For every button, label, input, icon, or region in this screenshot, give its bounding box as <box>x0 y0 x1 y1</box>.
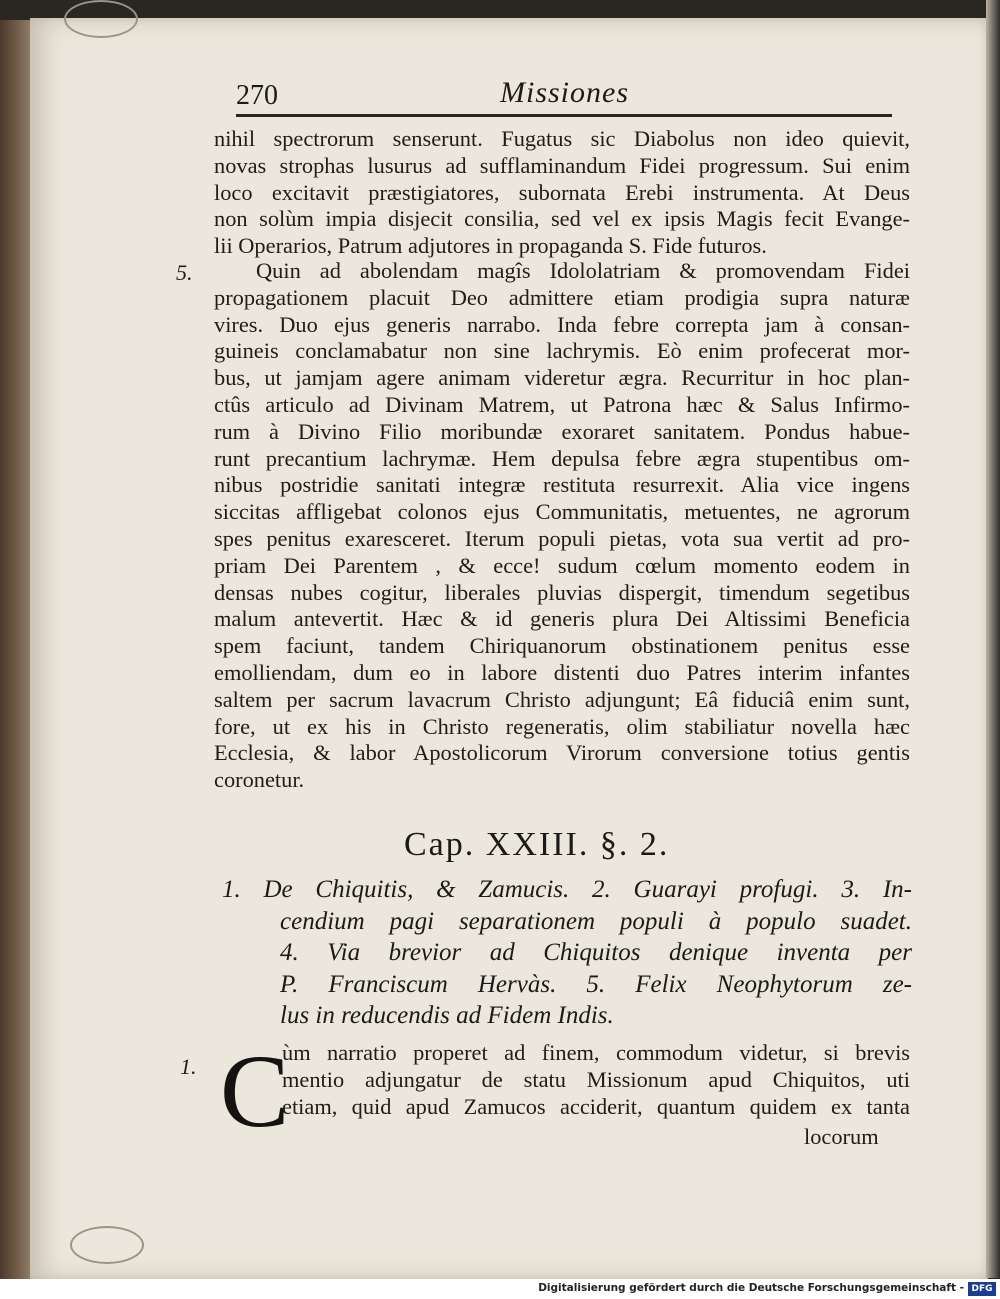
summary-line: lus in reducendis ad Fidem Indis. <box>280 1002 614 1029</box>
text-line: spem faciunt, tandem Chiriquanorum obstinationem penitus esse <box>214 633 910 659</box>
text-line: non solùm impia disjecit consilia, sed vel ex ipsis Magis fecit Evange- <box>214 206 910 232</box>
summary-line: 4. Via brevior ad Chiquitos denique inventa per <box>280 939 912 966</box>
text-line: etiam, quid apud Zamucos acciderit, quantum quidem ex tanta <box>282 1093 910 1119</box>
digitization-footer <box>0 1279 1000 1299</box>
text-line: priam Dei Parentem , & ecce! sudum cœlum momento eodem in <box>214 552 910 578</box>
text-line: siccitas affligebat colonos ejus Communitatis, metuentes, ne agrorum <box>214 499 910 525</box>
ring-binding-top <box>64 0 138 38</box>
text-line: guineis conclamabatur non sine lachrymis. Eò enim profecerat mor- <box>214 338 910 364</box>
page-edge <box>986 0 1000 1278</box>
text-line: saltem per sacrum lavacrum Christo adjungunt; Eâ fiduciâ enim sunt, <box>214 686 910 712</box>
text-line: loco excitavit præstigiatores, subornata Erebi instrumenta. At Deus <box>214 179 910 205</box>
page-header <box>236 74 892 122</box>
text-line: fore, ut ex his in Christo regeneratis, olim stabiliatur novella hæc <box>214 713 910 739</box>
margin-number: 1. <box>180 1054 197 1079</box>
ring-binding-bottom <box>70 1226 144 1264</box>
summary-line: P. Franciscum Hervàs. 5. Felix Neophytorum ze- <box>280 970 912 998</box>
text-line: nibus postridie sanitati integræ restituta resurrexit. Alia vice ingens <box>214 472 910 498</box>
page-number: 270 <box>236 80 278 111</box>
drop-cap: C <box>220 1034 290 1149</box>
summary-line: 1. De Chiquitis, & Zamucis. 2. Guarayi profugi. 3. In- <box>222 876 912 903</box>
chapter-heading: Cap. XXIII. §. 2. <box>404 826 670 863</box>
header-rule <box>236 114 892 117</box>
text-line: rum à Divino Filio moribundæ exoraret sanitatem. Pondus habue- <box>214 418 910 444</box>
text-line: runt precantium lachrymæ. Hem depulsa febre ægra stupentibus om- <box>214 445 910 471</box>
text-line: nihil spectrorum senserunt. Fugatus sic Diabolus non ideo quievit, <box>214 126 910 151</box>
summary-line: cendium pagi separationem populi à populo suadet. <box>280 907 912 935</box>
paragraph-1 <box>214 126 910 260</box>
text-line: spes penitus exaresceret. Iterum populi pietas, vota sua vertit ad pro- <box>214 525 910 551</box>
text-line: emolliendam, dum eo in labore distenti duo Patres interim infantes <box>214 659 910 685</box>
running-head: Missiones <box>500 76 629 109</box>
text-line: novas strophas lusurus ad sufflaminandum Fidei progressum. Sui enim <box>214 152 910 178</box>
paragraph-2 <box>214 258 910 794</box>
text-line: coronetur. <box>214 767 305 793</box>
text-line: Quin ad abolendam magîs Idololatriam & promovendam Fidei <box>256 258 910 283</box>
text-line: bus, ut jamjam agere animam videretur ægra. Recurritur in hoc plan- <box>214 365 910 391</box>
text-line: lii Operarios, Patrum adjutores in propaganda S. Fide futuros. <box>214 233 767 259</box>
catchword: locorum <box>804 1124 879 1149</box>
margin-number: 5. <box>176 260 193 285</box>
text-line: ctûs articulo ad Divinam Matrem, ut Patrona hæc & Salus Infirmo- <box>214 391 910 417</box>
text-line: densas nubes cogitur, liberales pluvias dispergit, timendum segetibus <box>214 579 910 605</box>
text-line: malum antevertit. Hæc & id generis plura Dei Altissimi Beneficia <box>214 606 910 632</box>
text-line: ùm narratio properet ad finem, commodum videtur, si brevis <box>282 1040 910 1065</box>
chapter-summary <box>222 874 912 1032</box>
text-line: Ecclesia, & labor Apostolicorum Virorum conversione totius gentis <box>214 740 910 766</box>
paragraph-3 <box>282 1040 910 1120</box>
text-line: vires. Duo ejus generis narrabo. Inda febre correpta jam à consan- <box>214 311 910 337</box>
text-line: propagationem placuit Deo admittere etiam prodigia supra naturæ <box>214 284 910 310</box>
dfg-logo-icon: DFG <box>968 1282 996 1296</box>
footer-credit: Digitalisierung gefördert durch die Deutsche Forschungsgemeinschaft - <box>538 1282 964 1294</box>
text-line: mentio adjungatur de statu Missionum apud Chiquitos, uti <box>282 1066 910 1092</box>
